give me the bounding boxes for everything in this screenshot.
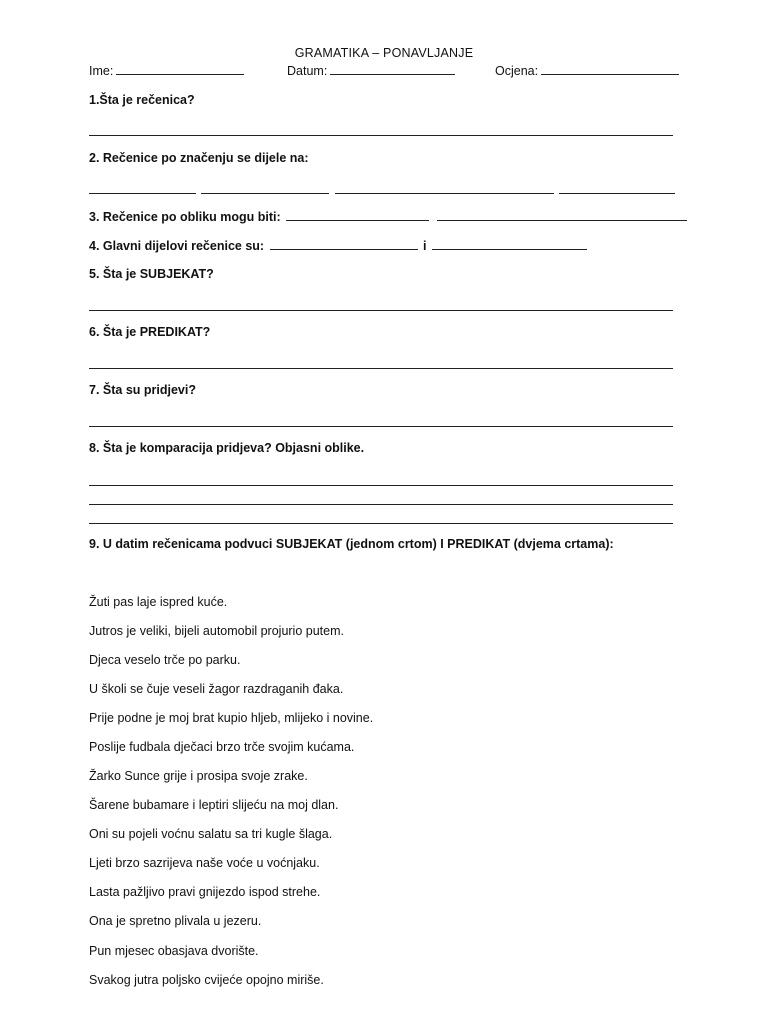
sentence-item: U školi se čuje veseli žagor razdraganih đaka. <box>89 682 344 696</box>
question-4-text: 4. Glavni dijelovi rečenice su: <box>89 239 265 253</box>
answer-line-7[interactable] <box>89 426 673 427</box>
sentence-item: Jutros je veliki, bijeli automobil projurio putem. <box>89 624 344 638</box>
answer-line-8a[interactable] <box>89 485 673 486</box>
answer-blank-2d[interactable] <box>559 193 675 194</box>
answer-line-6[interactable] <box>89 368 673 369</box>
sentence-item: Ljeti brzo sazrijeva naše voće u voćnjaku. <box>89 856 320 870</box>
question-5: 5. Šta je SUBJEKAT? <box>89 267 214 281</box>
answer-line-8c[interactable] <box>89 523 673 524</box>
page-title: GRAMATIKA – PONAVLJANJE <box>294 46 474 60</box>
answer-line-1[interactable] <box>89 135 673 136</box>
name-label: Ime: <box>89 64 114 78</box>
sentence-item: Šarene bubamare i leptiri slijeću na moj dlan. <box>89 798 339 812</box>
question-4-connector: i <box>423 239 427 253</box>
name-blank[interactable] <box>116 63 244 75</box>
date-label: Datum: <box>287 64 328 78</box>
name-field <box>89 63 244 78</box>
question-8: 8. Šta je komparacija pridjeva? Objasni oblike. <box>89 441 365 455</box>
sentence-item: Ona je spretno plivala u jezeru. <box>89 914 262 928</box>
sentence-item: Djeca veselo trče po parku. <box>89 653 241 667</box>
question-4 <box>89 237 589 253</box>
grade-blank[interactable] <box>541 63 679 75</box>
answer-line-5[interactable] <box>89 310 673 311</box>
question-9: 9. U datim rečenicama podvuci SUBJEKAT (jednom crtom) I PREDIKAT (dvjema crtama): <box>89 537 614 551</box>
answer-blank-4b[interactable] <box>432 237 587 250</box>
sentence-item: Pun mjesec obasjava dvorište. <box>89 944 259 958</box>
question-3-text: 3. Rečenice po obliku mogu biti: <box>89 210 281 224</box>
sentence-item: Oni su pojeli voćnu salatu sa tri kugle šlaga. <box>89 827 333 841</box>
grade-field <box>495 63 679 78</box>
answer-blank-3a[interactable] <box>286 208 429 221</box>
sentence-item: Žarko Sunce grije i prosipa svoje zrake. <box>89 769 308 783</box>
question-3 <box>89 208 689 224</box>
answer-blank-2b[interactable] <box>201 193 329 194</box>
date-blank[interactable] <box>330 63 455 75</box>
header-fields <box>89 63 689 81</box>
question-1: 1.Šta je rečenica? <box>89 93 195 107</box>
question-7: 7. Šta su pridjevi? <box>89 383 196 397</box>
answer-blank-3b[interactable] <box>437 208 687 221</box>
sentence-item: Lasta pažljivo pravi gnijezdo ispod strehe. <box>89 885 321 899</box>
sentence-item: Žuti pas laje ispred kuće. <box>89 595 228 609</box>
answer-blank-2c[interactable] <box>335 193 554 194</box>
sentence-item: Poslije fudbala dječaci brzo trče svojim kućama. <box>89 740 355 754</box>
question-6: 6. Šta je PREDIKAT? <box>89 325 211 339</box>
question-2: 2. Rečenice po značenju se dijele na: <box>89 151 309 165</box>
sentence-item: Prije podne je moj brat kupio hljeb, mlijeko i novine. <box>89 711 374 725</box>
date-field <box>287 63 455 78</box>
sentence-item: Svakog jutra poljsko cvijeće opojno miriše. <box>89 973 324 987</box>
answer-line-8b[interactable] <box>89 504 673 505</box>
grade-label: Ocjena: <box>495 64 539 78</box>
answer-blank-4a[interactable] <box>270 237 418 250</box>
answer-blank-2a[interactable] <box>89 193 196 194</box>
